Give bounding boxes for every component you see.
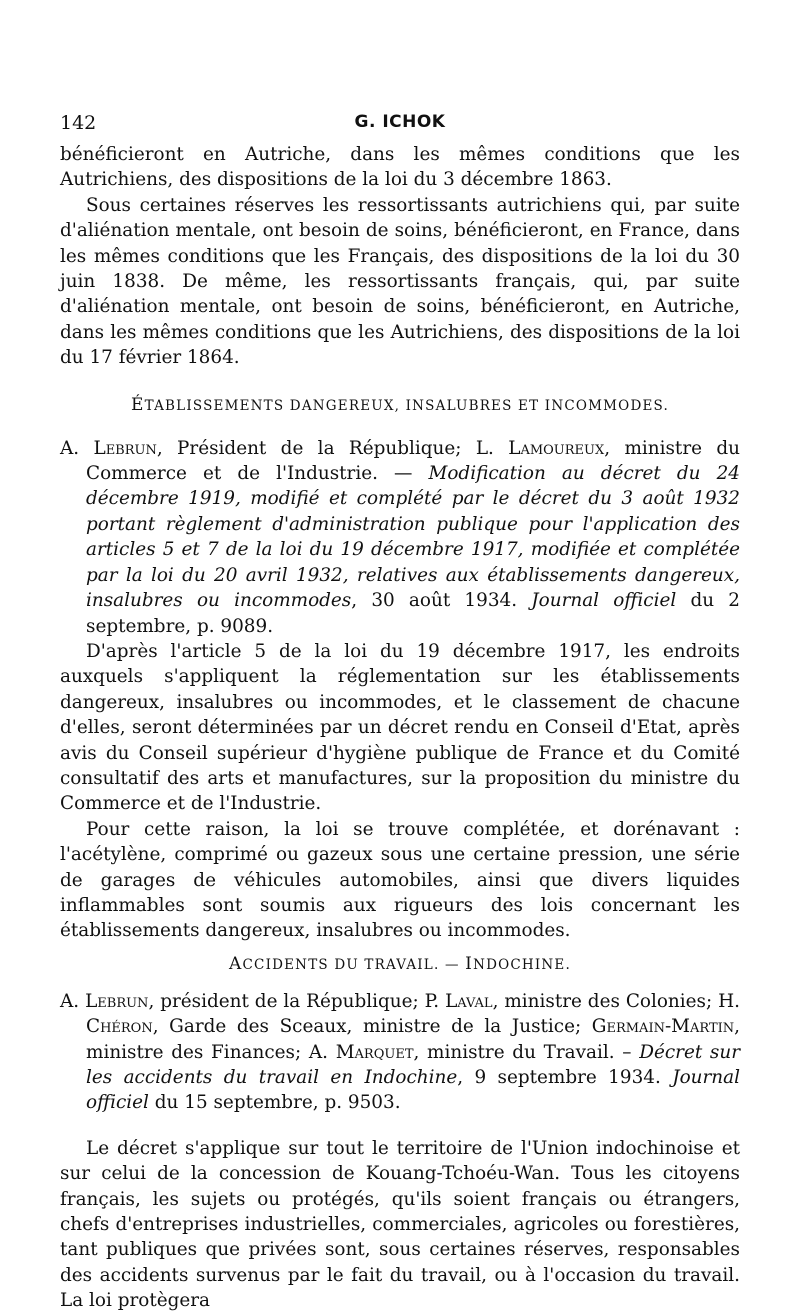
- decree-entry-accidents: A. Lebrun, président de la République; P. Laval, ministre des Colonies; H. Chéron, Garde des Sceaux, ministre de la Justice; Germain-Martin, ministre des Finances; A. Marquet, ministre du Travail. – Décret sur les accidents du travail en Indochine, 9 septembre 1934. Journal officiel du 15 septembre, p. 9503.: [60, 990, 740, 1114]
- paragraph-acetylene: Pour cette raison, la loi se trouve complétée, et dorénavant : l'acétylène, comprimé ou gazeux sous une certaine pression, une série de garages de véhicules automobiles, ainsi que divers liquides inflammables sont soumis aux rigueurs des lois concernant les établissements dangereux, insalubres ou incommodes.: [60, 818, 740, 942]
- section-heading-etablissements: ÉTABLISSEMENTS DANGEREUX, INSALUBRES ET INCOMMODES.: [131, 394, 669, 415]
- decree-entry-etablissements: A. Lebrun, Président de la République; L. Lamoureux, ministre du Commerce et de l'Industrie. — Modification au décret du 24 décembre 1919, modifié et complété par le décret du 3 août 1932 portant règlement d'administration publique pour l'application des articles 5 et 7 de la loi du 19 décembre 1917, modifiée et complétée par la loi du 20 avril 1932, relatives aux établissements dangereux, insalubres ou incommodes, 30 août 1934. Journal officiel du 2 septembre, p. 9089.: [60, 437, 740, 637]
- author-name: Lebrun: [85, 990, 149, 1012]
- author-name: Lamoureux: [508, 437, 605, 459]
- journal-name: Journal officiel: [531, 590, 677, 612]
- paragraph-article-5: D'après l'article 5 de la loi du 19 décembre 1917, les endroits auxquels s'appliquent la réglementation sur les établissements dangereux, insalubres ou incommodes, et le classement de chacune d'elles, seront déterminées par un décret rendu en Conseil d'Etat, après avis du Conseil supérieur d'hygiène publique de France et du Comité consultatif des arts et manufactures, sur la proposition du ministre du Commerce et de l'Industrie.: [60, 640, 740, 815]
- running-title: G. ICHOK: [354, 112, 446, 132]
- decree-title: Décret sur les accidents du travail en Indochine: [86, 1041, 740, 1088]
- decree-title: Modification au décret du 24 décembre 1919, modifié et complété par le décret du 3 août 1932 portant règlement d'administration publique pour l'application des articles 5 et 7 de la loi du 19 décembre 1917, modifiée et complétée par la loi du 20 avril 1932, relatives aux établissements dangereux, insalubres ou incommodes: [86, 463, 740, 612]
- author-name: Lebrun: [93, 437, 157, 459]
- paragraph-continuation: bénéficieront en Autriche, dans les mêmes conditions que les Autrichiens, des dispositions de la loi du 3 décembre 1863.: [60, 144, 740, 191]
- running-header: [60, 112, 740, 142]
- paragraph-alienation: Sous certaines réserves les ressortissants autrichiens qui, par suite d'aliénation mentale, ont besoin de soins, bénéficieront, en France, dans les mêmes conditions que les Français, des dispositions de la loi du 30 juin 1838. De même, les ressortissants français, qui, par suite d'aliénation mentale, ont besoin de soins, bénéficieront, en Autriche, dans les mêmes conditions que les Autrichiens, des dispositions de la loi du 17 février 1864.: [60, 194, 740, 369]
- page-number: 142: [60, 112, 97, 134]
- journal-name: Journal officiel: [86, 1067, 740, 1114]
- section-heading-accidents: ACCIDENTS DU TRAVAIL. — INDOCHINE.: [229, 953, 571, 974]
- author-name: Chéron: [86, 1016, 153, 1038]
- author-name: Germain-Martin: [591, 1016, 735, 1038]
- document-page: [60, 112, 740, 1314]
- paragraph-indochine: Le décret s'applique sur tout le territoire de l'Union indochinoise et sur celui de la concession de Kouang-Tchoéu-Wan. Tous les citoyens français, les sujets ou protégés, qu'ils soient français ou étrangers, chefs d'entreprises industrielles, commerciales, agricoles ou forestières, tant publiques que privées sont, sous certaines réserves, responsables des accidents survenus par le fait du travail, ou à l'occasion du travail. La loi protègera: [60, 1137, 740, 1312]
- author-name: Laval: [445, 990, 493, 1012]
- author-name: Marquet: [335, 1041, 414, 1063]
